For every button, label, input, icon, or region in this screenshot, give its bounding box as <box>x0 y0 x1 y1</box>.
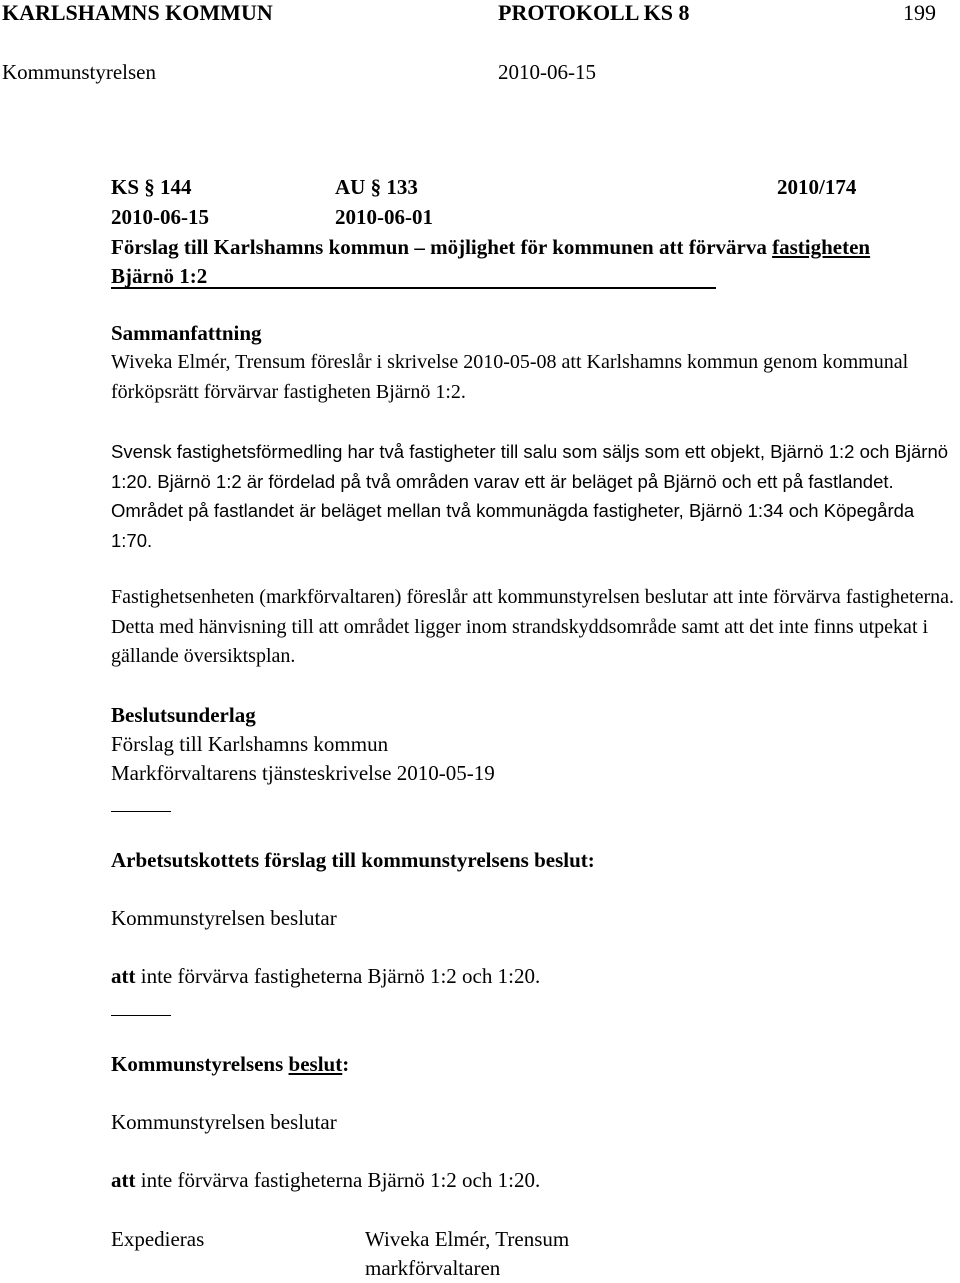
ks-decision-intro: Kommunstyrelsen beslutar <box>111 1110 337 1134</box>
ks-paragraph-ref: KS § 144 <box>111 175 192 199</box>
summary-paragraph-2: Svensk fastighetsförmedling har två fastigheter till salu som säljs som ett objekt, Bjärnö 1:2 och Bjärnö 1:20. Bjärnö 1:2 är fördelad på två områden varav ett är beläget på Bjärnö och ett på fastlandet. Området på fastlandet är beläget mellan två kommunägda fastigheter, Bjärnö 1:34 och Köpegårda 1:70. <box>111 441 949 551</box>
page-number: 199 <box>903 0 936 25</box>
dispatch-recipient-2: markförvaltaren <box>365 1256 501 1280</box>
case-title-line2: Bjärnö 1:2 <box>111 264 208 288</box>
ks-decision-text: att inte förvärva fastigheterna Bjärnö 1:2 och 1:20. <box>111 1168 541 1192</box>
ks-decision-heading: Kommunstyrelsens beslut: <box>111 1052 350 1076</box>
au-date: 2010-06-01 <box>335 205 433 229</box>
basis-item-2: Markförvaltarens tjänsteskrivelse 2010-05-19 <box>111 761 495 785</box>
dispatch-recipient-1: Wiveka Elmér, Trensum <box>365 1227 570 1251</box>
case-title: Förslag till Karlshamns kommun – möjlighet för kommunen att förvärva fastigheten <box>111 235 871 259</box>
separator-line <box>111 811 171 812</box>
au-proposal-decision: att inte förvärva fastigheterna Bjärnö 1:2 och 1:20. <box>111 964 541 988</box>
meeting-date: 2010-06-15 <box>498 60 596 84</box>
body-name: Kommunstyrelsen <box>2 60 156 84</box>
summary-paragraph-3: Fastighetsenheten (markförvaltaren) föreslår att kommunstyrelsen beslutar att inte förvärva fastigheterna. Detta med hänvisning till att området ligger inom strandskyddsområde samt att det inte finns utpekat i gällande översiktsplan. <box>111 586 955 667</box>
case-number: 2010/174 <box>777 175 857 199</box>
basis-heading: Beslutsunderlag <box>111 703 256 727</box>
dispatch-label: Expedieras <box>111 1227 205 1251</box>
au-paragraph-ref: AU § 133 <box>335 175 418 199</box>
municipality-name: KARLSHAMNS KOMMUN <box>2 0 273 25</box>
au-proposal-intro: Kommunstyrelsen beslutar <box>111 906 337 930</box>
protocol-title: PROTOKOLL KS 8 <box>498 0 690 25</box>
ks-date: 2010-06-15 <box>111 205 209 229</box>
separator-line <box>111 1015 171 1016</box>
title-underline <box>111 287 716 289</box>
au-proposal-heading: Arbetsutskottets förslag till kommunstyrelsens beslut: <box>111 848 595 872</box>
summary-heading: Sammanfattning <box>111 321 262 345</box>
basis-item-1: Förslag till Karlshamns kommun <box>111 732 389 756</box>
summary-paragraph-1: Wiveka Elmér, Trensum föreslår i skrivelse 2010-05-08 att Karlshamns kommun genom kommunal förköpsrätt förvärvar fastigheten Bjärnö 1:2. <box>111 351 909 403</box>
